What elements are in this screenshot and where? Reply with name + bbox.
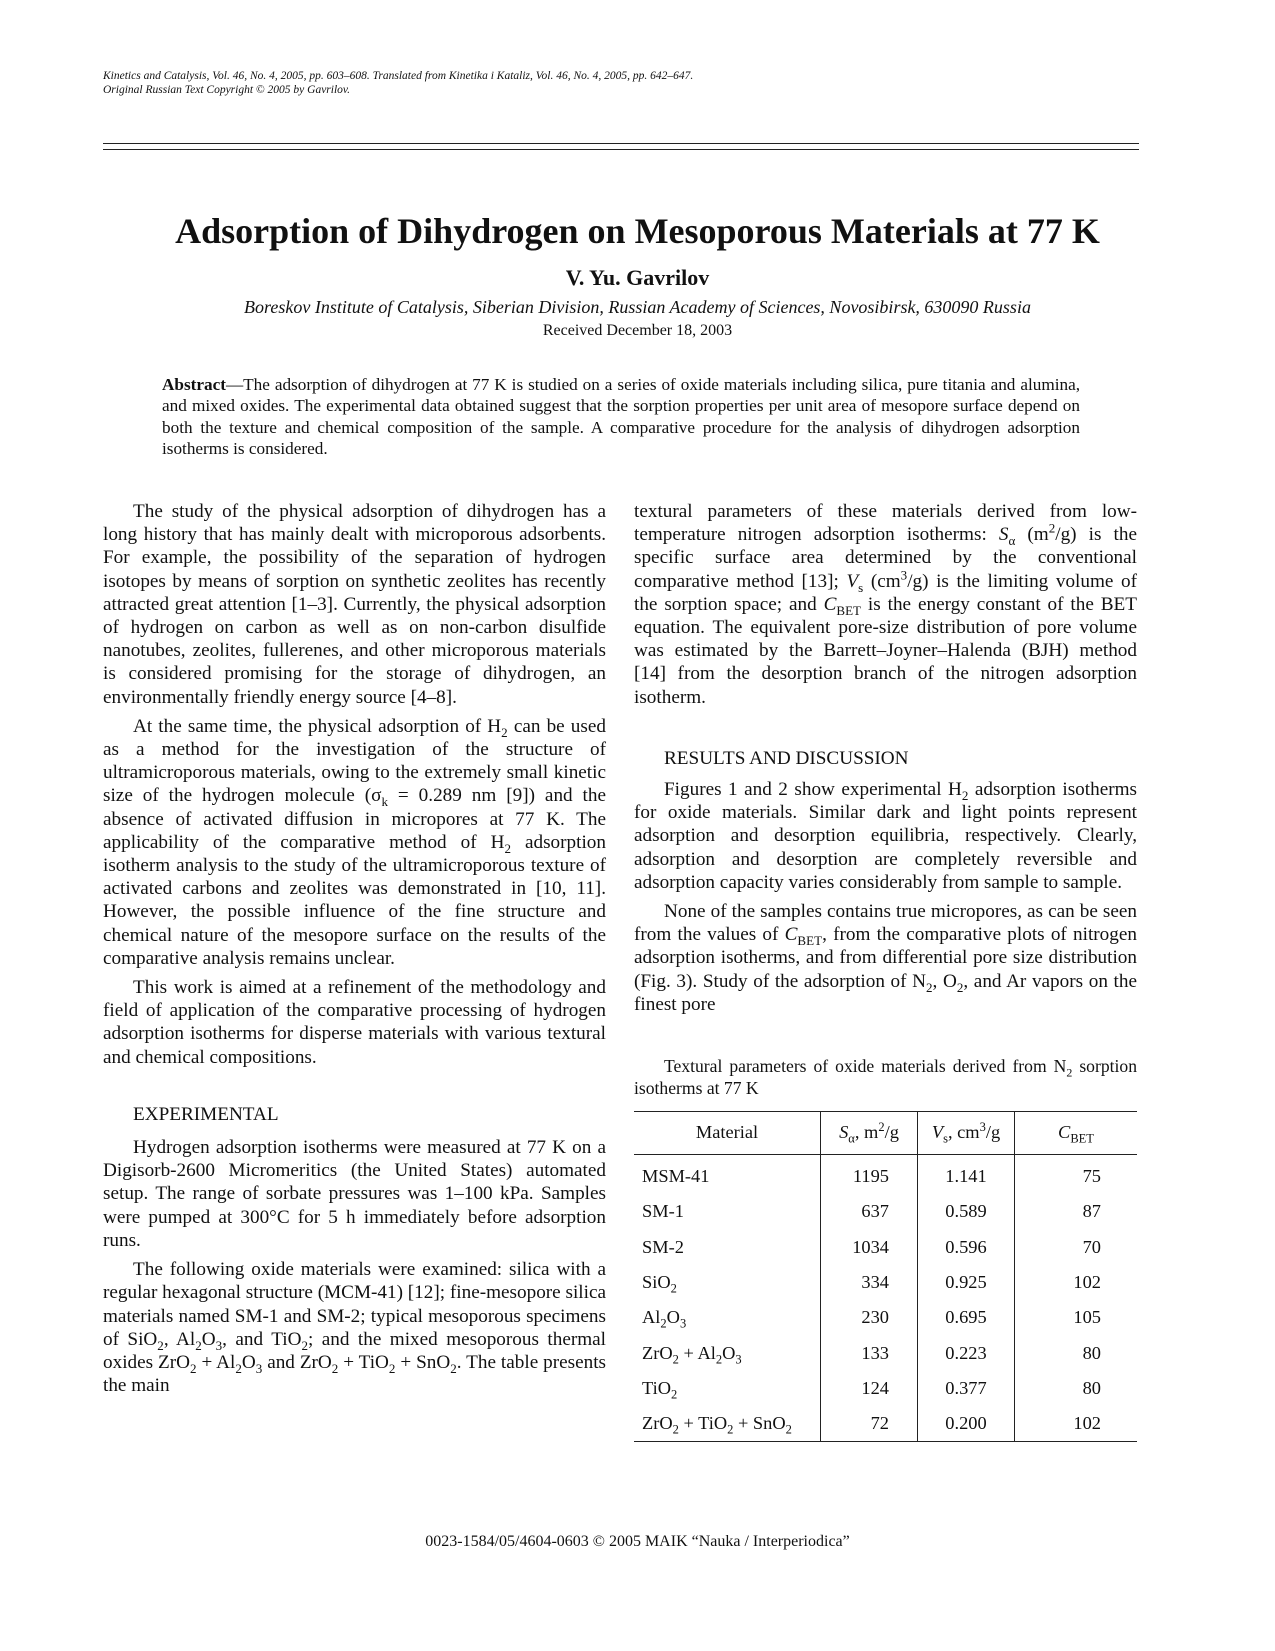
left-column (103, 500, 606, 1397)
cell-surface-area: 1195 (821, 1155, 918, 1195)
cell-material: SM-1 (634, 1194, 821, 1229)
cell-surface-area: 124 (821, 1371, 918, 1406)
table-header-row (634, 1112, 1137, 1155)
cell-volume: 0.223 (918, 1336, 1015, 1371)
cell-surface-area: 133 (821, 1336, 918, 1371)
abstract-text: —The adsorption of dihydrogen at 77 K is studied on a series of oxide materials including silica, pure titania and alumina, and mixed oxides. The experimental data obtained suggest that the sorption properties per unit area of mesopore surface depend on both the texture and chemical composition of the sample. A comparative procedure for the analysis of dihydrogen adsorption isotherms is considered. (162, 375, 1080, 459)
intro-paragraph-1: The study of the physical adsorption of dihydrogen has a long history that has mainly dealt with microporous adsorbents. For example, the possibility of the separation of hydrogen isotopes by means of sorption on synthetic zeolites has recently attracted great attention [1–3]. Currently, the physical adsorption of hydrogen on carbon as well as on non-carbon disulfide nanotubes, zeolites, fullerenes, and other microporous materials is considered promising for the storage of dihydrogen, an environmentally friendly energy source [4–8]. (103, 501, 606, 708)
cell-volume: 1.141 (918, 1155, 1015, 1195)
cell-material: $ZrO_2 + Al_2O_3$ (634, 1336, 821, 1371)
cell-material: TiO$_2$ (634, 1371, 821, 1406)
table-row (634, 1230, 1137, 1265)
journal-citation: Kinetics and Catalysis, Vol. 46, No. 4, 2005, pp. 603–608. Translated from Kinetika i Kataliz, Vol. 46, No. 4, 2005, pp. 642–647. (103, 70, 694, 82)
textural-parameters-table (634, 1111, 1137, 1442)
cell-surface-area: 72 (821, 1406, 918, 1442)
col-header-material: Material (634, 1112, 821, 1155)
table-row (634, 1194, 1137, 1229)
table-row (634, 1406, 1137, 1442)
cell-cbet: 80 (1082, 1342, 1101, 1363)
table-row (634, 1336, 1137, 1371)
cell-cbet: 80 (1082, 1377, 1101, 1398)
author: V. Yu. Gavrilov (565, 265, 710, 290)
paper-title: Adsorption of Dihydrogen on Mesoporous Materials at 77 K (175, 211, 1100, 251)
affiliation: Boreskov Institute of Catalysis, Siberian Division, Russian Academy of Sciences, Novosibirsk, 630090 Russia (244, 297, 1031, 317)
cell-volume: 0.200 (918, 1406, 1015, 1442)
cell-material: $Al_2O_3$ (634, 1300, 821, 1335)
col-header-volume: $V_s$, $cm^3/g$ (918, 1112, 1015, 1155)
intro-paragraph-2: At the same time, the physical adsorption of $H_2$ can be used as a method for the investigation of the structure of ultramicroporous materials, owing to the extremely small kinetic size of the hydrogen molecule ($\sigma_k = 0.289$ nm [9]) and the absence of activated diffusion in micropores at 77 K. The applicability of the comparative method of $H_2$ adsorption isotherm analysis to the study of the ultramicroporous texture of activated carbons and zeolites was demonstrated in [10, 11]. However, the possible influence of the fine structure and chemical nature of the mesopore surface on the results of the comparative analysis remains unclear. (103, 715, 607, 969)
col-header-cbet: $C_{BET}$ (1015, 1112, 1138, 1155)
cell-material: SiO$_2$ (634, 1265, 821, 1300)
header-rule-top (103, 143, 1139, 144)
right-column (634, 500, 1137, 1442)
experimental-paragraph-1: Hydrogen adsorption isotherms were measured at 77 K on a Digisorb-2600 Micromeritics (the United States) automated setup. The range of sorbate pressures was 1–100 kPa. Samples were pumped at 300°C for 5 h immediately before adsorption runs. (103, 1137, 606, 1251)
cell-cbet: 87 (1082, 1201, 1101, 1222)
experimental-paragraph-3: textural parameters of these materials derived from low-temperature nitrogen adsorption isotherms: $S_\alpha$ $(m^2/g)$ is the specific surface area determined by the conventional comparative method [13]; $V_s$ $(cm^3/g)$ is the limiting volume of the sorption space; and $C_{BET}$ is the energy constant of the BET equation. The equivalent pore-size distribution of pore volume was estimated by the Barrett–Joyner–Halenda (BJH) method [14] from the desorption branch of the nitrogen adsorption isotherm. (634, 501, 1137, 708)
col-header-surface-area: $S_\alpha$, $m^2/g$ (821, 1112, 918, 1155)
results-paragraph-2: None of the samples contains true micropores, as can be seen from the values of $C_{BET}$, from the comparative plots of nitrogen adsorption isotherms, and from differential pore size distribution (Fig. 3). Study of the adsorption of $N_2$, $O_2$, and Ar vapors on the finest pore (634, 901, 1137, 1015)
cell-volume: 0.377 (918, 1371, 1015, 1406)
cell-volume: 0.695 (918, 1300, 1015, 1335)
cell-volume: 0.925 (918, 1265, 1015, 1300)
results-paragraph-1: Figures 1 and 2 show experimental $H_2$ adsorption isotherms for oxide materials. Similar dark and light points represent adsorption and desorption equilibria, respectively. Clearly, adsorption and desorption are completely reversible and adsorption capacity varies considerably from sample to sample. (634, 779, 1137, 893)
cell-cbet: 102 (1015, 1406, 1138, 1442)
cell-cbet: 75 (1082, 1166, 1101, 1187)
intro-paragraph-3: This work is aimed at a refinement of the methodology and field of application of the comparative processing of hydrogen adsorption isotherms for disperse materials with various textural and chemical compositions. (103, 977, 606, 1068)
cell-surface-area: 334 (821, 1265, 918, 1300)
section-heading-experimental: EXPERIMENTAL (133, 1103, 279, 1125)
table-row (634, 1155, 1137, 1195)
experimental-paragraph-2: The following oxide materials were examined: silica with a regular hexagonal structure (MCM-41) [12]; fine-mesopore silica materials named SM-1 and SM-2; typical mesoporous specimens of SiO$_2$, $Al_2O_3$, and TiO$_2$; and the mixed mesoporous thermal oxides $ZrO_2 + Al_2O_3$ and ZrO$_2$ + TiO$_2$ + SnO$_2$. The table presents the main (103, 1259, 607, 1397)
cell-volume: 0.596 (918, 1230, 1015, 1265)
table-caption: Textural parameters of oxide materials derived from $N_2$ sorption isotherms at 77 K (634, 1056, 1137, 1098)
table-row (634, 1300, 1137, 1335)
cell-material: ZrO$_2$ + TiO$_2$ + SnO$_2$ (634, 1406, 821, 1442)
table-row (634, 1371, 1137, 1406)
cell-material: MSM-41 (634, 1155, 821, 1195)
copyright-line: Original Russian Text Copyright © 2005 by Gavrilov. (103, 84, 351, 96)
header-rule-bottom (103, 149, 1139, 150)
section-heading-results: RESULTS AND DISCUSSION (664, 747, 909, 769)
cell-cbet: 102 (1073, 1272, 1101, 1292)
abstract-label: Abstract (162, 375, 226, 394)
received-date: Received December 18, 2003 (542, 322, 733, 339)
cell-cbet: 105 (1073, 1307, 1101, 1328)
cell-cbet: 70 (1082, 1236, 1101, 1257)
abstract (162, 374, 1080, 460)
cell-surface-area: 1034 (821, 1230, 918, 1265)
cell-volume: 0.589 (918, 1194, 1015, 1229)
table-row (634, 1265, 1137, 1300)
cell-surface-area: 637 (821, 1194, 918, 1229)
cell-surface-area: 230 (821, 1300, 918, 1335)
page-footer: 0023-1584/05/4604-0603 © 2005 MAIK “Nauka / Interperiodica” (425, 1533, 850, 1550)
cell-material: SM-2 (634, 1230, 821, 1265)
